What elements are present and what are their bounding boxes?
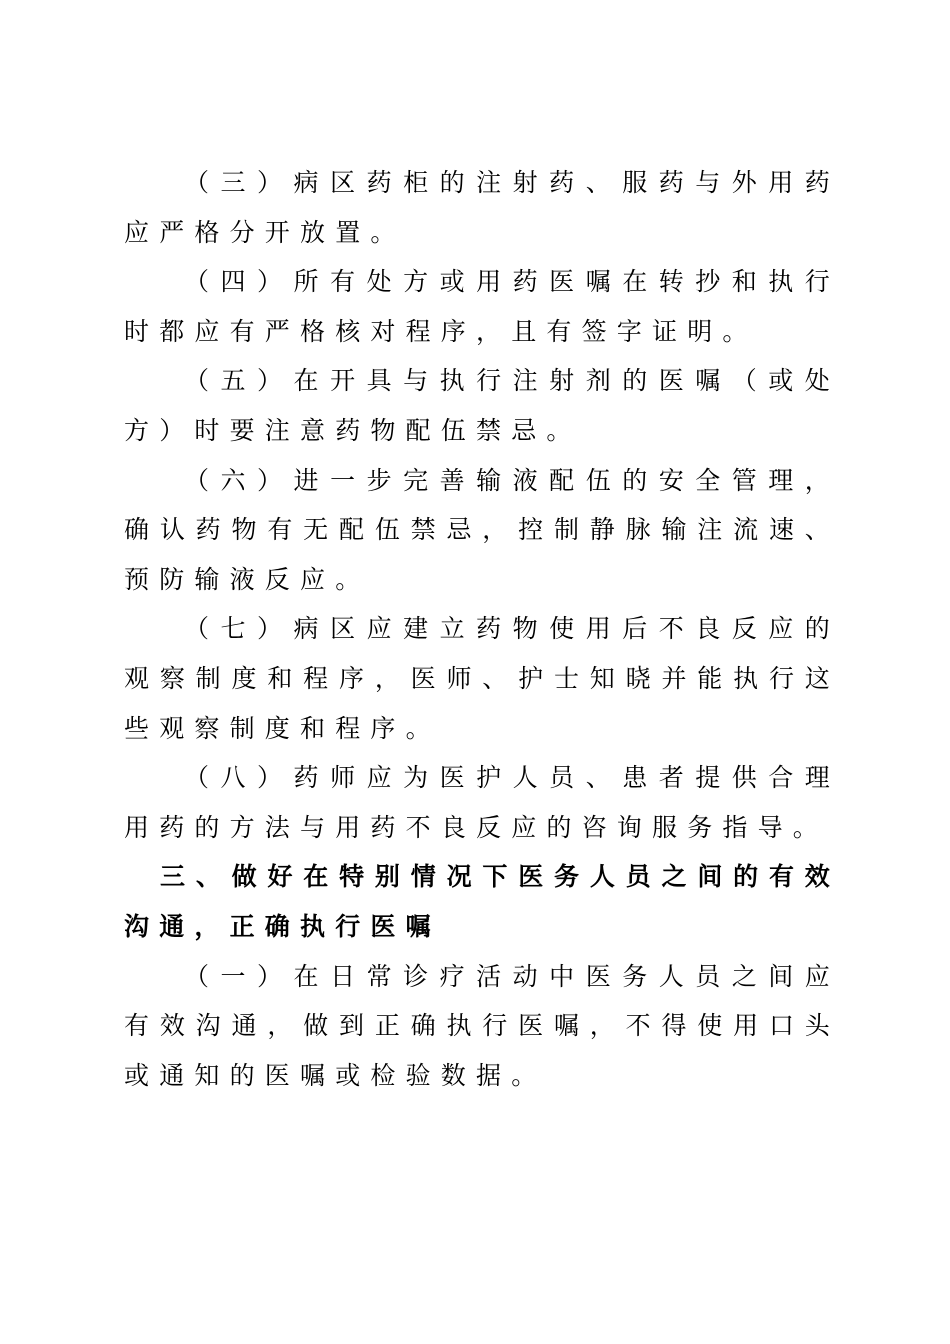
paragraph-3-storage: （三）病区药柜的注射药、服药与外用药应严格分开放置。 [124,168,840,247]
paragraph-1-communication: （一）在日常诊疗活动中医务人员之间应有效沟通，做到正确执行医嘱，不得使用口头或通知的医嘱或检验数据。 [124,961,840,1090]
paragraph-5-injection: （五）在开具与执行注射剂的医嘱（或处方）时要注意药物配伍禁忌。 [124,366,840,445]
paragraph-8-pharmacist: （八）药师应为医护人员、患者提供合理用药的方法与用药不良反应的咨询服务指导。 [124,763,840,842]
section-heading-3: 三、做好在特别情况下医务人员之间的有效沟通，正确执行医嘱 [124,862,840,941]
paragraph-4-verification: （四）所有处方或用药医嘱在转抄和执行时都应有严格核对程序，且有签字证明。 [124,267,840,346]
paragraph-7-adverse-reaction: （七）病区应建立药物使用后不良反应的观察制度和程序，医师、护士知晓并能执行这些观察制度和程序。 [124,614,840,743]
paragraph-6-infusion: （六）进一步完善输液配伍的安全管理，确认药物有无配伍禁忌，控制静脉输注流速、预防输液反应。 [124,465,840,594]
document-body [124,158,840,1100]
